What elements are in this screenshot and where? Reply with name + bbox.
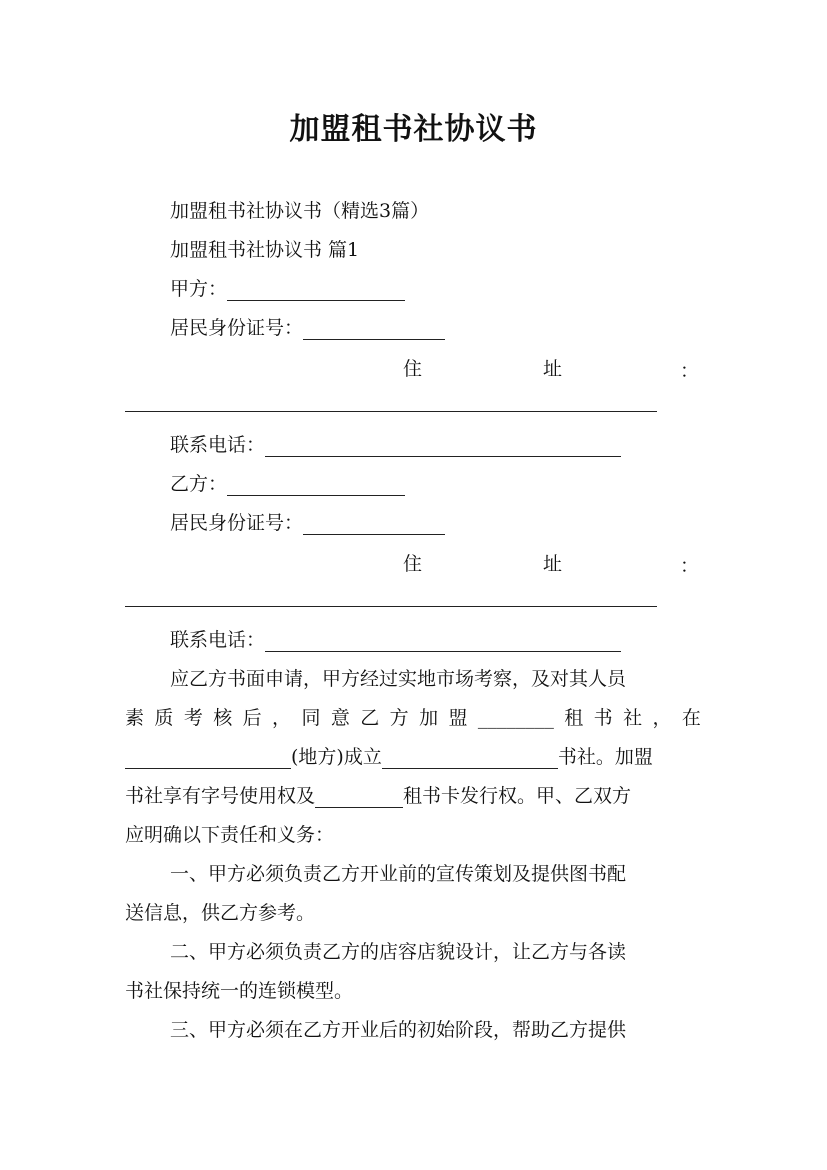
p1-line5: 应明确以下责任和义务： <box>125 824 335 846</box>
party-b-phone-blank <box>265 631 621 652</box>
party-a-addr-char-2: 址 <box>543 358 563 380</box>
p1-char: 考 <box>183 707 203 729</box>
item3-line1: 三、甲方必须在乙方开业后的初始阶段，帮助乙方提供 <box>170 1019 627 1041</box>
p1-char: 在 <box>681 707 701 729</box>
p1-char: 核 <box>213 707 233 729</box>
subtitle: 加盟租书社协议书（精选3篇） <box>170 200 430 222</box>
party-a-id-line <box>170 316 445 340</box>
p1-line4-text-b: 租书卡发行权。甲、乙双方 <box>403 785 632 807</box>
p1-line3-text-b: 书社。加盟 <box>557 746 653 768</box>
party-a-id-blank <box>303 319 445 340</box>
p1-char: 乙 <box>360 707 380 729</box>
part-heading: 加盟租书社协议书 篇1 <box>170 239 360 261</box>
p1-line4 <box>125 784 631 808</box>
item2-line1: 二、甲方必须负责乙方的店容店貌设计，让乙方与各读 <box>170 941 627 963</box>
party-b-phone-label: 联系电话： <box>170 629 266 651</box>
p1-char: ， <box>272 707 292 729</box>
p1-char: 社 <box>623 707 643 729</box>
item1-line2: 送信息，供乙方参考。 <box>125 902 316 924</box>
p1-line3-text-a: (地方)成立 <box>291 746 382 768</box>
p1-line4-text-a: 书社享有字号使用权及 <box>125 785 316 807</box>
document-title: 加盟租书社协议书 <box>289 112 538 147</box>
party-a-addr-char-1: 住 <box>403 358 423 380</box>
p1-line1: 应乙方书面申请，甲方经过实地市场考察，及对其人员 <box>170 668 627 690</box>
party-a-phone-blank <box>265 436 621 457</box>
party-b-id-label: 居民身份证号： <box>170 512 304 534</box>
p1-line2 <box>125 706 701 730</box>
p1-name-blank <box>382 748 558 769</box>
party-b-addr-colon: ： <box>680 555 700 577</box>
p1-char: 素 <box>125 707 145 729</box>
p1-blank: ________ <box>477 707 554 729</box>
party-a-phone-label: 联系电话： <box>170 434 266 456</box>
party-a-label: 甲方： <box>170 278 228 300</box>
p1-char: 盟 <box>448 707 468 729</box>
p1-char: ， <box>652 707 672 729</box>
item1-line1: 一、甲方必须负责乙方开业前的宣传策划及提供图书配 <box>170 863 627 885</box>
party-a-blank <box>227 280 405 301</box>
party-b-address-blank <box>125 606 657 607</box>
p1-line3 <box>125 745 653 769</box>
party-a-addr-colon: ： <box>680 360 700 382</box>
p1-char: 后 <box>242 707 262 729</box>
p1-place-blank <box>125 748 291 769</box>
p1-char: 质 <box>154 707 174 729</box>
party-b-id-line <box>170 511 445 535</box>
p1-card-blank <box>315 787 403 808</box>
party-a-line <box>170 277 405 301</box>
party-a-id-label: 居民身份证号： <box>170 317 304 339</box>
party-a-address-blank <box>125 411 657 412</box>
party-b-id-blank <box>303 514 445 535</box>
p1-char: 书 <box>593 707 613 729</box>
party-b-blank <box>227 475 405 496</box>
party-b-line <box>170 472 405 496</box>
party-b-addr-char-1: 住 <box>403 553 423 575</box>
p1-char: 加 <box>419 707 439 729</box>
party-b-phone-line <box>170 628 621 652</box>
p1-char: 方 <box>389 707 409 729</box>
p1-char: 同 <box>301 707 321 729</box>
item2-line2: 书社保持统一的连锁模型。 <box>125 980 354 1002</box>
p1-char: 租 <box>564 707 584 729</box>
party-b-addr-char-2: 址 <box>543 553 563 575</box>
party-a-phone-line <box>170 433 621 457</box>
p1-char: 意 <box>330 707 350 729</box>
party-b-label: 乙方： <box>170 473 228 495</box>
